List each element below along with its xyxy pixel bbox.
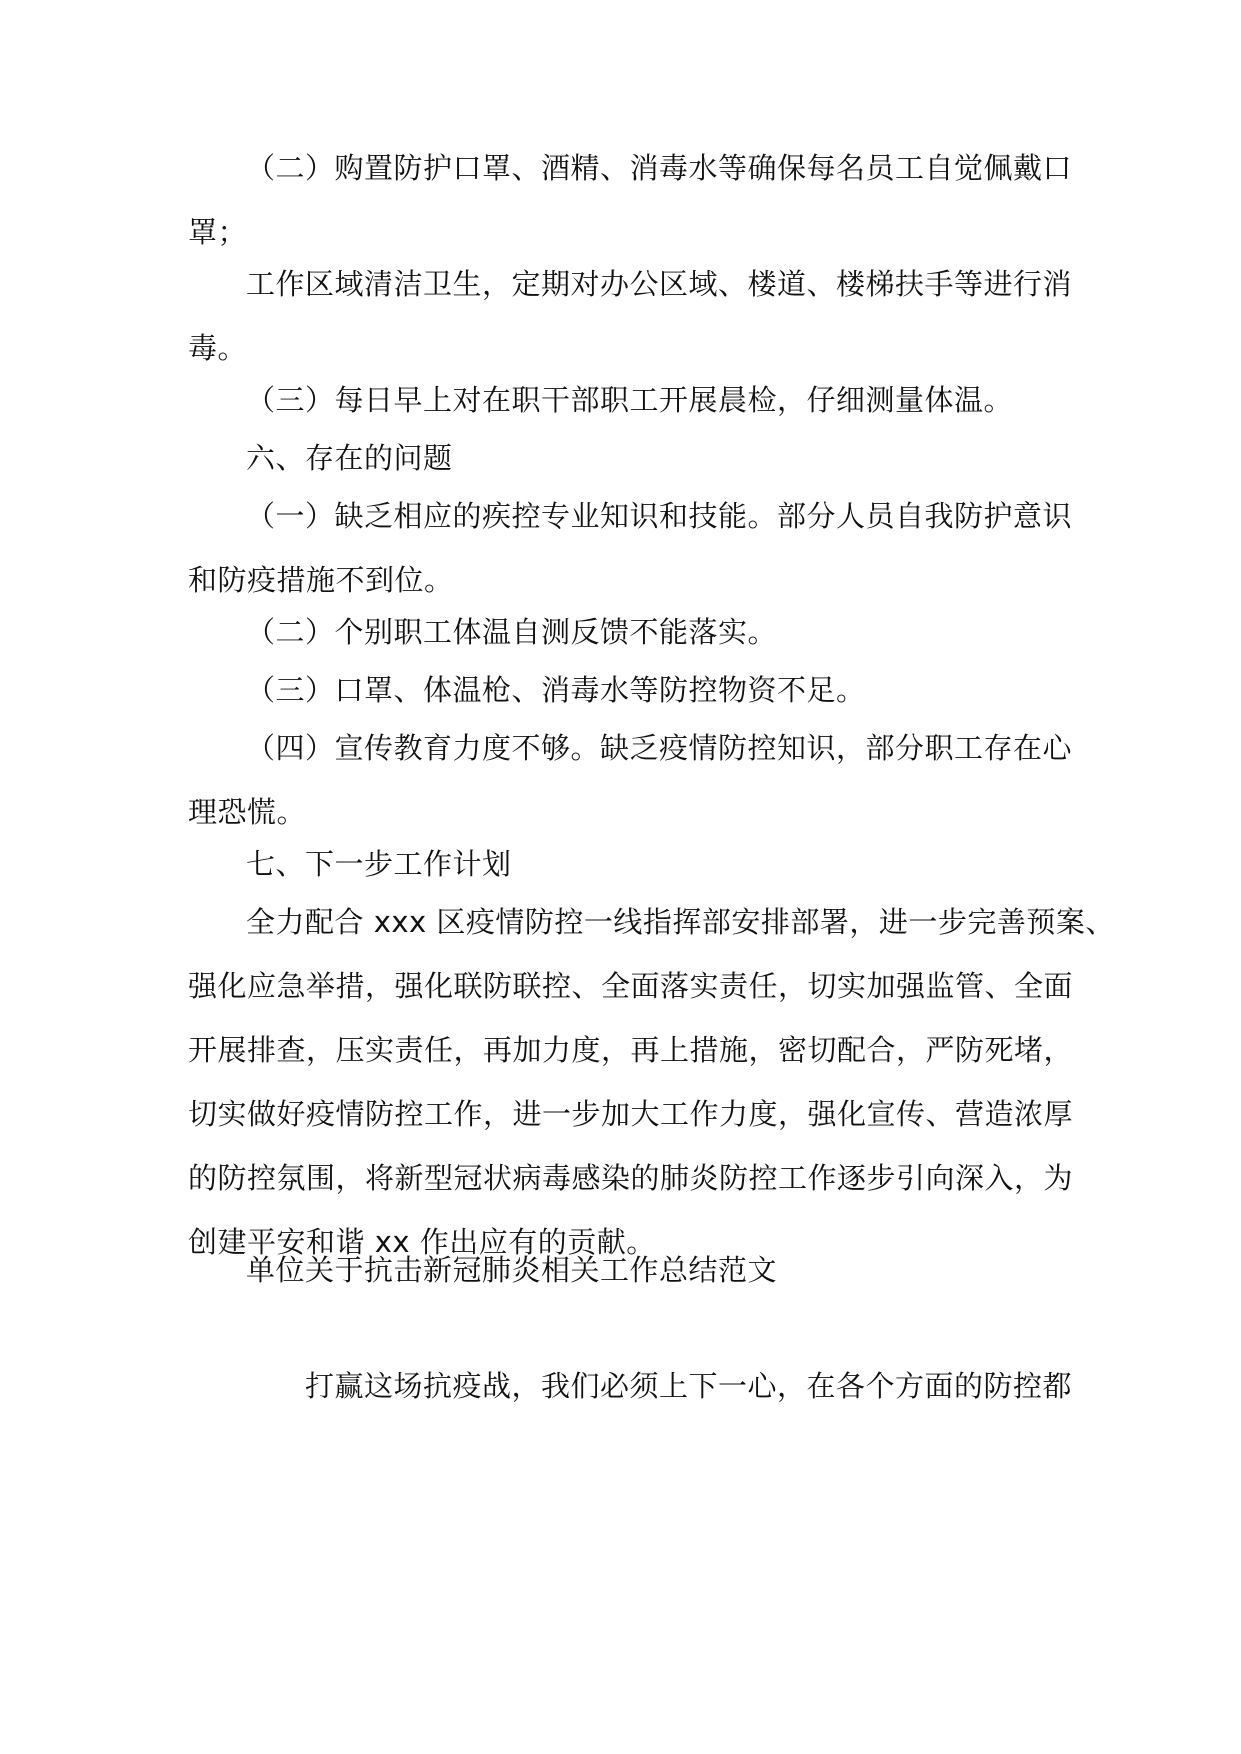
- paragraph-line: 理恐慌。: [188, 795, 307, 829]
- section-heading-problems: [188, 426, 1088, 490]
- paragraph-disinfection: [188, 252, 1088, 380]
- document-subtitle: [188, 1238, 1088, 1302]
- paragraph-line: 和防疫措施不到位。: [188, 563, 454, 597]
- paragraph-line: 切实做好疫情防控工作，进一步加大工作力度，强化宣传、营造浓厚: [188, 1097, 1074, 1131]
- paragraph-next-plan: [188, 890, 1115, 1274]
- section-heading: 七、下一步工作计划: [246, 847, 512, 881]
- paragraph-line: 全力配合 xxx 区疫情防控一线指挥部安排部署，进一步完善预案、: [246, 905, 1115, 939]
- paragraph-line: （二）个别职工体温自测反馈不能落实。: [246, 615, 778, 649]
- paragraph-closing: [188, 1354, 1088, 1418]
- paragraph-line: 开展排查，压实责任，再加力度，再上措施，密切配合，严防死堵，: [188, 1033, 1074, 1067]
- paragraph-line: （三）口罩、体温枪、消毒水等防控物资不足。: [246, 673, 866, 707]
- paragraph-problem-1: [188, 484, 1088, 612]
- paragraph-line: 强化应急举措，强化联防联控、全面落实责任，切实加强监管、全面: [188, 969, 1074, 1003]
- paragraph-line: （二）购置防护口罩、酒精、消毒水等确保每名员工自觉佩戴口: [246, 151, 1073, 185]
- paragraph-problem-4: [188, 716, 1088, 844]
- paragraph-line: （三）每日早上对在职干部职工开展晨检，仔细测量体温。: [246, 383, 1014, 417]
- paragraph-line: （四）宣传教育力度不够。缺乏疫情防控知识，部分职工存在心: [246, 731, 1073, 765]
- paragraph-line: 创建平安和谐 xx 作出应有的贡献。: [188, 1225, 656, 1259]
- paragraph-line: 的防控氛围，将新型冠状病毒感染的肺炎防控工作逐步引向深入，为: [188, 1161, 1074, 1195]
- paragraph-line: 打赢这场抗疫战，我们必须上下一心，在各个方面的防控都: [305, 1369, 1073, 1403]
- paragraph-problem-3: [188, 658, 1088, 722]
- document-page: [188, 0, 1115, 1754]
- paragraph-problem-2: [188, 600, 1088, 664]
- subtitle-line: 单位关于抗击新冠肺炎相关工作总结范文: [246, 1253, 778, 1287]
- paragraph-morning-check: [188, 368, 1088, 432]
- section-heading-next-plan: [188, 832, 1088, 896]
- paragraph-line: （一）缺乏相应的疾控专业知识和技能。部分人员自我防护意识: [246, 499, 1073, 533]
- paragraph-line: 罩；: [188, 215, 248, 249]
- paragraph-purchase-masks: [188, 136, 1088, 264]
- paragraph-line: 工作区域清洁卫生，定期对办公区域、楼道、楼梯扶手等进行消: [246, 267, 1073, 301]
- section-heading: 六、存在的问题: [246, 441, 453, 475]
- paragraph-line: 毒。: [188, 331, 248, 365]
